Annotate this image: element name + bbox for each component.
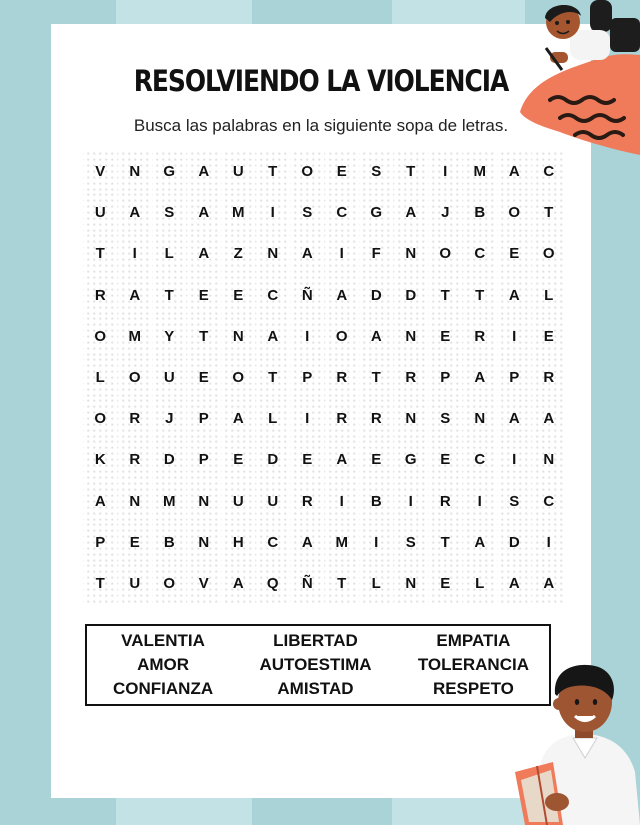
page-title: RESOLVIENDO LA VIOLENCIA xyxy=(133,64,509,98)
grid-letter: A xyxy=(256,316,291,357)
grid-letter: N xyxy=(118,481,153,522)
instructions: Busca las palabras en la siguiente sopa de letras. xyxy=(133,116,509,135)
grid-letter: L xyxy=(463,563,498,604)
word-list-box xyxy=(85,624,551,706)
grid-letter: I xyxy=(463,481,498,522)
grid-letter: N xyxy=(463,398,498,439)
grid-letter: M xyxy=(221,192,256,233)
grid-letter: C xyxy=(256,275,291,316)
grid-letter: A xyxy=(290,233,325,274)
grid-letter: N xyxy=(187,522,222,563)
grid-letter: T xyxy=(532,192,567,233)
grid-letter: N xyxy=(256,233,291,274)
grid-letter: R xyxy=(325,357,360,398)
word-list-column xyxy=(113,626,213,704)
grid-letter: R xyxy=(428,481,463,522)
grid-letter: T xyxy=(463,275,498,316)
grid-letter: A xyxy=(325,439,360,480)
grid-letter: A xyxy=(359,316,394,357)
grid-letter: N xyxy=(118,151,153,192)
word-list-item: AMISTAD xyxy=(277,679,354,698)
grid-letter: U xyxy=(221,151,256,192)
grid-letter: A xyxy=(187,192,222,233)
grid-letter: I xyxy=(256,192,291,233)
grid-letter: F xyxy=(359,233,394,274)
grid-letter: O xyxy=(325,316,360,357)
grid-letter: A xyxy=(497,563,532,604)
grid-letter: I xyxy=(497,316,532,357)
grid-letter: T xyxy=(152,275,187,316)
grid-letter: S xyxy=(359,151,394,192)
grid-letter: I xyxy=(497,439,532,480)
grid-letter: E xyxy=(118,522,153,563)
grid-letter: R xyxy=(463,316,498,357)
grid-letter: N xyxy=(394,233,429,274)
word-list-item: AMOR xyxy=(137,655,190,674)
grid-letter: A xyxy=(497,151,532,192)
grid-letter: Y xyxy=(152,316,187,357)
grid-letter: A xyxy=(118,275,153,316)
grid-letter: T xyxy=(359,357,394,398)
grid-letter: P xyxy=(187,398,222,439)
grid-letter: H xyxy=(221,522,256,563)
grid-letter: O xyxy=(428,233,463,274)
grid-letter: O xyxy=(83,398,118,439)
grid-letter: T xyxy=(256,357,291,398)
grid-letter: J xyxy=(152,398,187,439)
grid-letter: I xyxy=(359,522,394,563)
grid-letter: E xyxy=(428,316,463,357)
grid-letter: C xyxy=(532,481,567,522)
grid-letter: S xyxy=(152,192,187,233)
grid-letter: R xyxy=(532,357,567,398)
grid-letter: L xyxy=(532,275,567,316)
grid-letter: L xyxy=(83,357,118,398)
grid-letter: O xyxy=(290,151,325,192)
child-writing-illustration xyxy=(520,0,640,155)
grid-letter: D xyxy=(256,439,291,480)
grid-letter: T xyxy=(256,151,291,192)
grid-letter: P xyxy=(497,357,532,398)
grid-letter: Ñ xyxy=(290,563,325,604)
grid-letter: O xyxy=(221,357,256,398)
grid-letter: I xyxy=(325,481,360,522)
grid-letter: T xyxy=(428,522,463,563)
grid-letter: Ñ xyxy=(290,275,325,316)
grid-letter: D xyxy=(152,439,187,480)
grid-letter: M xyxy=(325,522,360,563)
grid-letter: A xyxy=(221,563,256,604)
grid-letter: E xyxy=(325,151,360,192)
grid-letter: A xyxy=(394,192,429,233)
grid-letter: L xyxy=(152,233,187,274)
grid-letter: E xyxy=(497,233,532,274)
grid-letter: B xyxy=(359,481,394,522)
grid-letter: T xyxy=(325,563,360,604)
grid-letter: U xyxy=(118,563,153,604)
grid-letter: R xyxy=(118,398,153,439)
word-list-item: LIBERTAD xyxy=(273,631,358,650)
grid-letter: A xyxy=(221,398,256,439)
grid-letter: R xyxy=(83,275,118,316)
word-list-item: EMPATIA xyxy=(436,631,511,650)
grid-letter: V xyxy=(83,151,118,192)
grid-letter: Q xyxy=(256,563,291,604)
word-list-item: TOLERANCIA xyxy=(417,655,529,674)
grid-letter: C xyxy=(463,439,498,480)
grid-letter: I xyxy=(394,481,429,522)
grid-letter: U xyxy=(83,192,118,233)
grid-letter: Z xyxy=(221,233,256,274)
grid-letter: L xyxy=(359,563,394,604)
grid-letter: P xyxy=(83,522,118,563)
grid-letter: N xyxy=(187,481,222,522)
grid-letter: C xyxy=(256,522,291,563)
grid-letter: T xyxy=(83,563,118,604)
word-list-column xyxy=(259,626,371,704)
grid-letter: O xyxy=(83,316,118,357)
grid-letter: S xyxy=(428,398,463,439)
grid-letter: A xyxy=(463,522,498,563)
grid-letter: C xyxy=(325,192,360,233)
grid-letter: I xyxy=(290,316,325,357)
grid-letter: A xyxy=(187,151,222,192)
grid-letter: E xyxy=(532,316,567,357)
grid-letter: N xyxy=(532,439,567,480)
grid-letter: O xyxy=(497,192,532,233)
grid-letter: O xyxy=(532,233,567,274)
grid-letter: E xyxy=(290,439,325,480)
grid-letter: A xyxy=(532,563,567,604)
grid-letter: A xyxy=(463,357,498,398)
grid-letter: N xyxy=(394,316,429,357)
grid-letter: G xyxy=(394,439,429,480)
grid-letter: D xyxy=(394,275,429,316)
grid-letter: I xyxy=(118,233,153,274)
grid-letter: L xyxy=(256,398,291,439)
grid-letter: E xyxy=(187,275,222,316)
grid-letter: U xyxy=(256,481,291,522)
grid-letter: I xyxy=(325,233,360,274)
grid-letter: P xyxy=(428,357,463,398)
grid-letter: R xyxy=(325,398,360,439)
grid-letter: A xyxy=(532,398,567,439)
grid-letter: R xyxy=(359,398,394,439)
grid-letter: T xyxy=(428,275,463,316)
grid-letter: R xyxy=(118,439,153,480)
grid-letter: T xyxy=(83,233,118,274)
grid-letter: R xyxy=(394,357,429,398)
grid-letter: E xyxy=(221,275,256,316)
word-list-item: AUTOESTIMA xyxy=(259,655,372,674)
grid-letter: U xyxy=(152,357,187,398)
word-list-item: CONFIANZA xyxy=(113,679,214,698)
grid-letter: E xyxy=(359,439,394,480)
grid-letter: N xyxy=(394,563,429,604)
grid-letter: M xyxy=(152,481,187,522)
grid-letter: T xyxy=(394,151,429,192)
word-search-grid xyxy=(83,151,566,604)
grid-letter: N xyxy=(394,398,429,439)
grid-letter: E xyxy=(428,439,463,480)
grid-letter: J xyxy=(428,192,463,233)
word-list-item: RESPETO xyxy=(432,679,514,698)
grid-letter: S xyxy=(290,192,325,233)
grid-letter: E xyxy=(221,439,256,480)
grid-letter: O xyxy=(152,563,187,604)
word-list-item: VALENTIA xyxy=(121,631,205,650)
grid-letter: A xyxy=(187,233,222,274)
grid-letter: K xyxy=(83,439,118,480)
grid-letter: I xyxy=(428,151,463,192)
grid-letter: M xyxy=(463,151,498,192)
grid-letter: A xyxy=(325,275,360,316)
grid-letter: B xyxy=(152,522,187,563)
grid-letter: A xyxy=(497,398,532,439)
grid-letter: E xyxy=(428,563,463,604)
grid-letter: S xyxy=(394,522,429,563)
grid-letter: A xyxy=(497,275,532,316)
grid-letter: B xyxy=(463,192,498,233)
grid-letter: T xyxy=(187,316,222,357)
grid-letter: S xyxy=(497,481,532,522)
grid-letter: A xyxy=(290,522,325,563)
grid-letter: D xyxy=(359,275,394,316)
grid-letter: A xyxy=(83,481,118,522)
grid-letter: C xyxy=(463,233,498,274)
grid-letter: A xyxy=(118,192,153,233)
grid-letter: G xyxy=(152,151,187,192)
grid-letter: N xyxy=(221,316,256,357)
grid-letter: C xyxy=(532,151,567,192)
grid-letter: D xyxy=(497,522,532,563)
grid-letter: E xyxy=(187,357,222,398)
grid-letter: P xyxy=(290,357,325,398)
grid-letter: M xyxy=(118,316,153,357)
grid-letter: O xyxy=(118,357,153,398)
grid-letter: V xyxy=(187,563,222,604)
grid-letter: I xyxy=(532,522,567,563)
boy-reading-book-illustration xyxy=(505,662,640,825)
grid-letter: R xyxy=(290,481,325,522)
grid-letter: P xyxy=(187,439,222,480)
grid-letter: U xyxy=(221,481,256,522)
grid-letter: G xyxy=(359,192,394,233)
grid-letter: I xyxy=(290,398,325,439)
